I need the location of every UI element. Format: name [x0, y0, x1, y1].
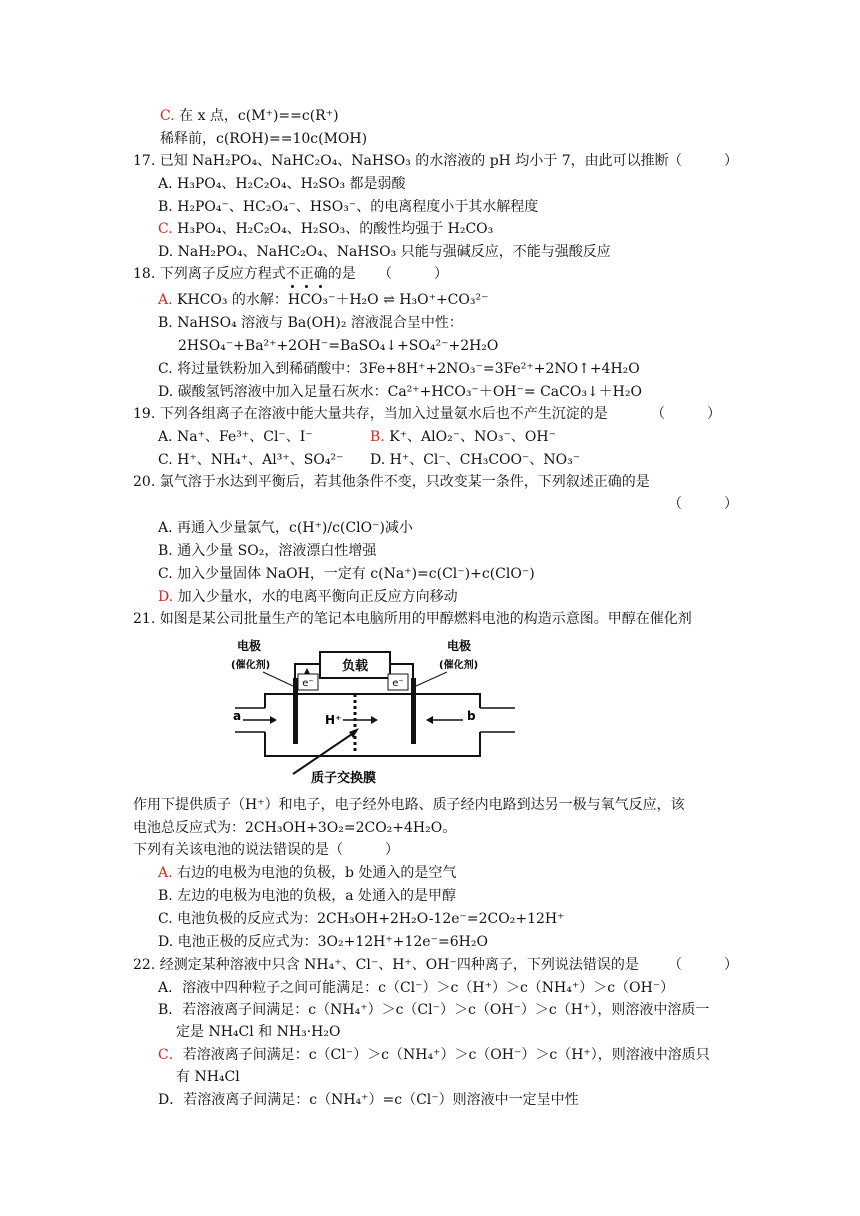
- q20-stem: 20. 氯气溶于水达到平衡后，若其他条件不变，只改变某一条件，下列叙述正确的是: [133, 474, 650, 490]
- methanol-fuel-cell-diagram: [225, 636, 525, 786]
- q22-answer-paren: （ ）: [668, 957, 738, 973]
- q21-option-b: B. 左边的电极为电池的负极，a 处通入的是甲醇: [158, 888, 456, 904]
- q21-body-line-1: 作用下提供质子（H⁺）和电子，电子经外电路、质子经内电路到达另一极与氧气反应，该: [133, 797, 685, 813]
- membrane-pointer: [293, 732, 355, 774]
- electrode-label-right: 电极: [447, 639, 472, 653]
- electron-label-right: e⁻: [392, 678, 404, 689]
- q19-option-c: C. H⁺、NH₄⁺、Al³⁺、SO₄²⁻: [158, 452, 344, 468]
- q18-option-b: B. NaHSO₄ 溶液与 Ba(OH)₂ 溶液混合呈中性：: [158, 315, 463, 331]
- electron-arrowhead-left: [304, 668, 310, 674]
- q22-option-a: A．溶液中四种粒子之间可能满足：c（Cl⁻）＞c（H⁺）＞c（NH₄⁺）＞c（OH⁻）: [158, 980, 675, 996]
- electrode-pointer-left: [263, 672, 293, 686]
- q19-stem: 19. 下列各组离子在溶液中能大量共存，当加入过量氨水后也不产生沉淀的是: [133, 406, 608, 422]
- electrode-right: [411, 678, 416, 744]
- q21-body-line-3: 下列有关该电池的说法错误的是（ ）: [133, 842, 399, 858]
- q20-option-a: A. 再通入少量氯气，c(H⁺)/c(ClO⁻)减小: [158, 520, 413, 536]
- load-label: 负载: [341, 659, 369, 674]
- q18-option-c: C. 将过量铁粉加入到稀硝酸中：3Fe+8H⁺+2NO₃⁻=3Fe²⁺+2NO↑+4H₂O: [158, 361, 640, 377]
- q20-option-b: B. 通入少量 SO₂，溶液漂白性增强: [158, 543, 377, 559]
- q22-option-c-cont: 有 NH₄Cl: [176, 1069, 240, 1085]
- catalyst-label-left: (催化剂): [231, 660, 271, 671]
- membrane-label: 质子交换膜: [311, 771, 377, 786]
- q18-answer-paren: （ ）: [378, 266, 448, 282]
- q22-option-b: B．若溶液离子间满足：c（NH₄⁺）＞c（Cl⁻）＞c（OH⁻）＞c（H⁺），则溶液中溶质一: [158, 1002, 710, 1018]
- q17-answer-paren: （ ）: [668, 153, 738, 169]
- q20-answer-paren: （ ）: [668, 496, 738, 512]
- catalyst-label-right: (催化剂): [439, 660, 479, 671]
- q21-option-d: D. 电池正极的反应式为：3O₂+12H⁺+12e⁻=6H₂O: [158, 934, 488, 950]
- q19-option-b: B. K⁺、AlO₂⁻、NO₃⁻、OH⁻: [370, 429, 556, 445]
- q16-option-d: 稀释前，c(ROH)==10c(MOH): [160, 131, 368, 147]
- emphasis-char: 确: [313, 266, 328, 282]
- q18-option-a: A. KHCO₃ 的水解：HCO₃⁻＋H₂O ⇌ H₃O⁺+CO₃²⁻: [158, 292, 489, 308]
- q21-option-a: A. 右边的电极为电池的负极，b 处通入的是空气: [158, 865, 457, 881]
- inlet-b-label: b: [467, 709, 476, 723]
- q18-option-b-equation: 2HSO₄⁻+Ba²⁺+2OH⁻=BaSO₄↓+SO₄²⁻+2H₂O: [178, 338, 499, 354]
- q21-option-c: C. 电池负极的反应式为：2CH₃OH+2H₂O-12e⁻=2CO₂+12H⁺: [158, 911, 565, 927]
- q17-option-a: A. H₃PO₄、H₂C₂O₄、H₂SO₃ 都是弱酸: [158, 176, 406, 192]
- q17-stem: 17. 已知 NaH₂PO₄、NaHC₂O₄、NaHSO₃ 的水溶液的 pH 均小于 7，由此可以推断: [133, 153, 669, 169]
- electrode-label-left: 电极: [237, 639, 262, 653]
- electrode-left: [293, 678, 298, 744]
- q22-option-b-cont: 定是 NH₄Cl 和 NH₃·H₂O: [176, 1024, 341, 1040]
- q21-body-line-2: 电池总反应式为：2CH₃OH+3O₂=2CO₂+4H₂O。: [133, 820, 457, 836]
- proton-label: H⁺: [325, 713, 342, 727]
- q22-option-d: D．若溶液离子间满足：c（NH₄⁺）=c（Cl⁻）则溶液中一定呈中性: [158, 1092, 579, 1108]
- q17-option-b: B. H₂PO₄⁻、HC₂O₄⁻、HSO₃⁻、的电离程度小于其水解程度: [158, 199, 539, 215]
- q22-stem: 22. 经测定某种溶液中只含 NH₄⁺、Cl⁻、H⁺、OH⁻四种离子，下列说法错误的是: [133, 957, 639, 973]
- proton-arrowhead: [371, 716, 378, 724]
- q17-option-d: D. NaH₂PO₄、NaHC₂O₄、NaHSO₃ 只能与强碱反应，不能与强酸反应: [158, 244, 611, 260]
- q21-stem: 21. 如图是某公司批量生产的笔记本电脑所用的甲醇燃料电池的构造示意图。甲醇在催化剂: [133, 611, 692, 627]
- q19-option-a: A. Na⁺、Fe³⁺、Cl⁻、I⁻: [158, 429, 313, 445]
- q19-option-d: D. H⁺、Cl⁻、CH₃COO⁻、NO₃⁻: [370, 452, 581, 468]
- electron-label-left: e⁻: [302, 678, 314, 689]
- q20-option-d: D. 加入少量水，水的电离平衡向正反应方向移动: [158, 589, 458, 605]
- electrode-pointer-right: [416, 672, 447, 686]
- q17-option-c: C. H₃PO₄、H₂C₂O₄、H₂SO₃、的酸性均强于 H₂CO₃: [158, 221, 494, 237]
- inlet-a-arrowhead: [270, 716, 277, 724]
- q18-stem: 18. 下列离子反应方程式不正确的是: [133, 266, 356, 282]
- q22-option-c: C．若溶液离子间满足：c（Cl⁻）＞c（NH₄⁺）＞c（OH⁻）＞c（H⁺），则溶液中溶质只: [158, 1047, 710, 1063]
- inlet-b-arrowhead: [426, 716, 433, 724]
- q19-answer-paren: （ ）: [651, 406, 721, 422]
- emphasis-char: 不: [285, 266, 300, 282]
- q18-option-d: D. 碳酸氢钙溶液中加入足量石灰水：Ca²⁺+HCO₃⁻＋OH⁻= CaCO₃↓＋H₂O: [158, 384, 642, 400]
- q16-option-c: C. 在 x 点，c(M⁺)==c(R⁺): [160, 108, 339, 124]
- q20-option-c: C. 加入少量固体 NaOH，一定有 c(Na⁺)=c(Cl⁻)+c(ClO⁻): [158, 566, 535, 582]
- emphasis-char: 正: [299, 266, 314, 282]
- inlet-a-label: a: [233, 709, 242, 723]
